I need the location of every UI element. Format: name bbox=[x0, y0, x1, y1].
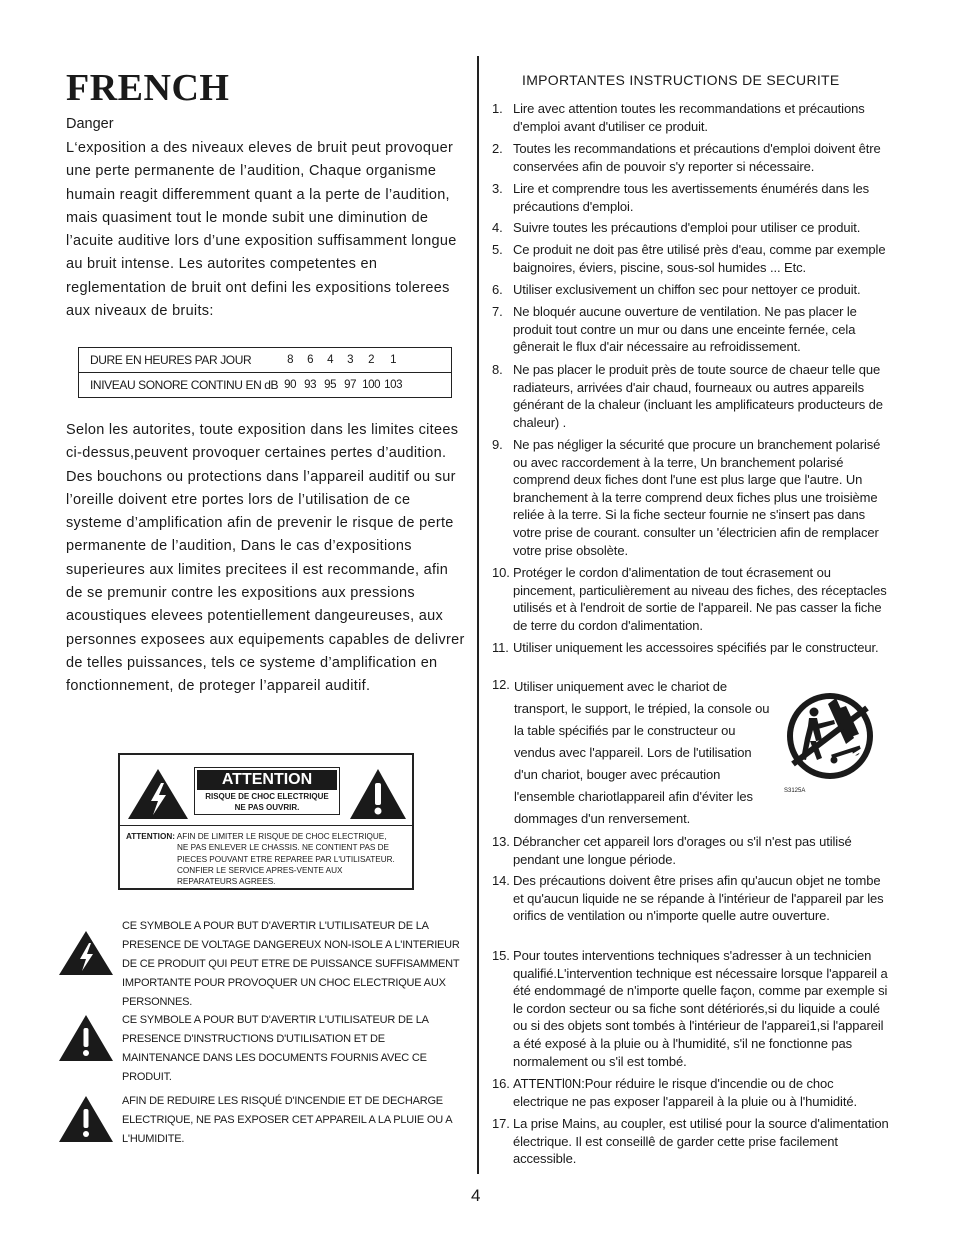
table-row-label: INIVEAU SONORE CONTINU EN dB bbox=[79, 373, 281, 398]
attention-warning-box bbox=[118, 753, 414, 890]
table-cell: 2 bbox=[368, 354, 375, 366]
item-text: Lire avec attention toutes les recommandations et précautions d'emploi avant d'utiliser ce produit. bbox=[513, 101, 865, 134]
attention-subtext bbox=[195, 791, 339, 813]
item-text: Pour toutes interventions techniques s'adresser à un technicien qualifié.L'intervention technique est nécessaire lorsque l'appareil a été endommagé de n'importe quelle façon, comme par exemple si le cordon secteur ou sa fiche sont détériorés,si du liquide a coulé ou si des objets sont tombés à l'intérieur de l'apparei1,si l'appareil a été exposé à la pluie ou à l'humidité, s'il ne fonctionne pas normalement ou s'il est tombé. bbox=[513, 948, 888, 1069]
table-row bbox=[79, 373, 452, 398]
table-cell: 95 bbox=[320, 373, 340, 398]
item-number: 2. bbox=[492, 141, 503, 156]
list-item bbox=[492, 241, 892, 276]
table-cell: 97 bbox=[340, 373, 360, 398]
danger-label: Danger bbox=[66, 116, 114, 132]
list-item bbox=[492, 281, 892, 299]
item-text: Ne bloquér aucune ouverture de ventilation. Ne pas placer le produit tout contre un mur ou dans une enceinte fernée, cela gênerait le flux d'air nécessaire au refroidissement. bbox=[513, 304, 857, 355]
table-cell: 100 bbox=[360, 373, 382, 398]
item-text: Utiliser uniquement avec le chariot de transport, le support, le trépied, la console ou la table spécifiés par le constructeur ou vendus avec l'appareil. Lors de l'utilisation d'un chariot, bouger avec précaution l'ensemble chariotlappareil afin d'éviter les dommages d'un renversement. bbox=[514, 679, 770, 826]
item-number: 9. bbox=[492, 437, 503, 452]
exclamation-symbol-text: CE SYMBOLE A POUR BUT D'AVERTIR L'UTILISATEUR DE LA PRESENCE D'INSTRUCTIONS D'UTILISATION ET DE MAINTENANCE DANS LES DOCUMENTS FOURNIS AVEC CE PRODUIT. bbox=[122, 1014, 429, 1083]
item-text: Toutes les recommandations et précautions d'emploi doivent être conservées afin de pouvoir s'y reporter si nécessaire. bbox=[513, 141, 881, 174]
attention-subtext-line: RISQUE DE CHOC ELECTRIQUE bbox=[205, 792, 329, 801]
cart-icon-code: S3125A bbox=[784, 788, 806, 794]
noise-exposure-table bbox=[78, 347, 452, 398]
item-number: 13. bbox=[492, 834, 510, 849]
list-item bbox=[492, 639, 892, 657]
item-number: 15. bbox=[492, 948, 510, 963]
table-cell: 1 bbox=[390, 354, 397, 366]
attention-subtext-line: NE PAS OUVRIR. bbox=[234, 803, 300, 812]
item-number: 1. bbox=[492, 101, 503, 116]
table-cell: 3 bbox=[347, 354, 354, 366]
list-item bbox=[492, 361, 892, 431]
hearing-protection-paragraph: Selon les autorites, toute exposition dans les limites citees ci-dessus,peuvent provoquer certaines pertes d’audition. Des bouchons ou protections dans l’appareil auditif ou sur l’oreille doivent etre portes lors de l’utilisation de ce systeme d’amplification afin de prevenir le risque de perte permanente de l’audition, Dans le cas d’expositions superieures aux limites precitees il est recommande, afin de se premunir contre les expositions aux pressions acoustiques elevees potentiellement dangeureuses, aux personnes exposees aux equipements capables de delivrer de telles puissances, tels ce systeme d’amplification en fonctionnement, de proteger l’appareil auditif. bbox=[66, 422, 465, 695]
list-item bbox=[492, 436, 892, 559]
table-cell: 6 bbox=[307, 354, 314, 366]
item-number: 8. bbox=[492, 362, 503, 377]
list-item bbox=[492, 1075, 892, 1110]
lightning-warning-icon bbox=[126, 767, 190, 821]
item-number: 11. bbox=[492, 640, 509, 655]
item-text: Utiliser exclusivement un chiffon sec pour nettoyer ce produit. bbox=[513, 282, 861, 297]
item-text: Utiliser uniquement les accessoires spécifiés par le constructeur. bbox=[513, 640, 879, 655]
item-number: 6. bbox=[492, 282, 503, 297]
list-item bbox=[492, 1115, 892, 1168]
attention-lead: ATTENTION: bbox=[126, 832, 175, 841]
item-number: 3. bbox=[492, 181, 503, 196]
page-title: FRENCH bbox=[66, 67, 230, 109]
divider bbox=[120, 825, 412, 826]
table-cell: 90 bbox=[280, 373, 300, 398]
table-cell: 8 bbox=[287, 354, 294, 366]
item-text: La prise Mains, au coupler, est utilisé pour la source d'alimentation électrique. Il est conseillê de garder cette prise facilement accessible. bbox=[513, 1116, 889, 1167]
hearing-warning-paragraph: L‘exposition a des niveaux eleves de bruit peut provoquer une perte permanente de l’audition, Chaque organisme humain reagit differemment quant a la perte de l’audition, mais quasiment tout le monde subit une diminution de l’acuite auditive lors d’une exposition suffisamment longue au bruit intense. Les autorites competentes en reglementation de bruit ont defini les expositions tolerees aux niveaux de bruits: bbox=[66, 140, 457, 320]
item-number: 17. bbox=[492, 1116, 510, 1131]
list-item bbox=[492, 140, 892, 175]
table-cell: 103 bbox=[382, 373, 404, 398]
list-item bbox=[492, 100, 892, 135]
item-number: 10. bbox=[492, 565, 510, 580]
item-text: Débrancher cet appareil lors d'orages ou s'il n'est pas utilisé pendant une longue période. bbox=[513, 834, 852, 867]
item-text: Lire et comprendre tous les avertissements énumérés dans les précautions d'emploi. bbox=[513, 181, 870, 214]
rain-warning-text: AFIN DE REDUIRE LES RISQUÉ D'INCENDIE ET DE DECHARGE ELECTRIQUE, NE PAS EXPOSER CET APPAREIL A LA PLUIE OU A L'HUMIDITE. bbox=[122, 1095, 452, 1145]
item-text: Ne pas négliger la sécurité que procure un branchement polarisé ou avec raccordement à la terre, Un branchement polarisé comprend deux fiches dont l'une est plus large que l'autre. Un branchement à la terre comprend deux fiches plus une troisième reliée à la terre. Si la fiche secteur fournie ne s'insert pas dans votre prise de courant. consulter un 'électricien afin de remplacer votre prise obsolète. bbox=[513, 437, 881, 558]
list-item bbox=[492, 219, 892, 237]
lightning-symbol-icon bbox=[58, 930, 114, 976]
attention-line: REPARATEURS AGREES. bbox=[177, 877, 276, 887]
safety-instructions-title: IMPORTANTES INSTRUCTIONS DE SECURITE bbox=[522, 72, 840, 88]
item-number: 5. bbox=[492, 242, 503, 257]
attention-instructions bbox=[126, 831, 395, 887]
list-item bbox=[492, 947, 892, 1070]
attention-label-panel bbox=[194, 767, 340, 815]
item-number: 14. bbox=[492, 873, 510, 888]
exclamation-symbol-icon bbox=[58, 1014, 114, 1062]
item-text: Ce produit ne doit pas être utilisé près d'eau, comme par exemple baignoires, éviers, piscine, sous-sol humides ... Etc. bbox=[513, 242, 886, 275]
item-number: 16. bbox=[492, 1076, 510, 1091]
list-item bbox=[492, 872, 892, 925]
rain-warning-icon bbox=[58, 1095, 114, 1143]
item-text: Des précautions doivent être prises afin qu'aucun objet ne tombe et qu'aucun liquide ne se répande à l'intérieur de l'appareil par les orifics de ventilation ou n'importe quelle autre ouverture. bbox=[513, 873, 884, 924]
attention-line: NE PAS ENLEVER LE CHASSIS. NE CONTIENT PAS DE bbox=[177, 843, 390, 853]
attention-line: PIECES POUVANT ETRE REPAREE PAR L'UTILISATEUR. bbox=[177, 854, 395, 864]
table-row bbox=[79, 348, 452, 373]
list-item bbox=[492, 564, 892, 634]
attention-line: AFIN DE LIMITER LE RISQUE DE CHOC ELECTRIQUE, bbox=[176, 832, 387, 841]
item-number: 12. bbox=[492, 677, 510, 692]
list-item bbox=[492, 180, 892, 215]
table-cell: 4 bbox=[327, 354, 334, 366]
list-item bbox=[492, 303, 892, 356]
item-text: Suivre toutes les précautions d'emploi pour utiliser ce produit. bbox=[513, 220, 861, 235]
item-text: Protéger le cordon d'alimentation de tout écrasement ou pincement, particulièrement au niveau des fiches, des réceptacles utilisés et à l'endroit de sortie de l'appareil. Ne pas casser la fiche de terre du cordon d'alimentation. bbox=[513, 565, 887, 633]
item-text: Ne pas placer le produit près de toute source de chaeur telle que radiateurs, arrivées d'air chaud, fourneaux ou autres appareils générant de la chaleur (incluant les amplificateurs producteurs de chaleur) . bbox=[513, 362, 883, 430]
exclamation-warning-icon bbox=[348, 767, 408, 821]
attention-heading: ATTENTION bbox=[197, 770, 337, 790]
lightning-symbol-text: CE SYMBOLE A POUR BUT D'AVERTIR L'UTILISATEUR DE LA PRESENCE DE VOLTAGE DANGEREUX NON-ISOLE A L'INTERIEUR DE CE PRODUIT QUI PEUT ETRE DE PUISSANCE SUFFISAMMENT IMPORTANTE POUR PROVOQUER UN CHOC ELECTRIQUE AUX PERSONNES. bbox=[122, 920, 460, 1008]
attention-line: CONFIER LE SERVICE APRES-VENTE AUX bbox=[177, 865, 343, 875]
cart-tip-over-warning-icon bbox=[776, 686, 888, 798]
item-number: 7. bbox=[492, 304, 503, 319]
table-row-label: DURE EN HEURES PAR JOUR bbox=[90, 353, 252, 367]
table-cell: 93 bbox=[300, 373, 320, 398]
page-number: 4 bbox=[471, 1186, 481, 1205]
item-number: 4. bbox=[492, 220, 503, 235]
item-text: ATTENTl0N:Pour réduire le risque d'incendie ou de choc electrique ne pas exposer l'appareil à la pluie ou à l'humidité. bbox=[513, 1076, 858, 1109]
column-divider bbox=[477, 56, 479, 1174]
list-item bbox=[492, 833, 892, 868]
